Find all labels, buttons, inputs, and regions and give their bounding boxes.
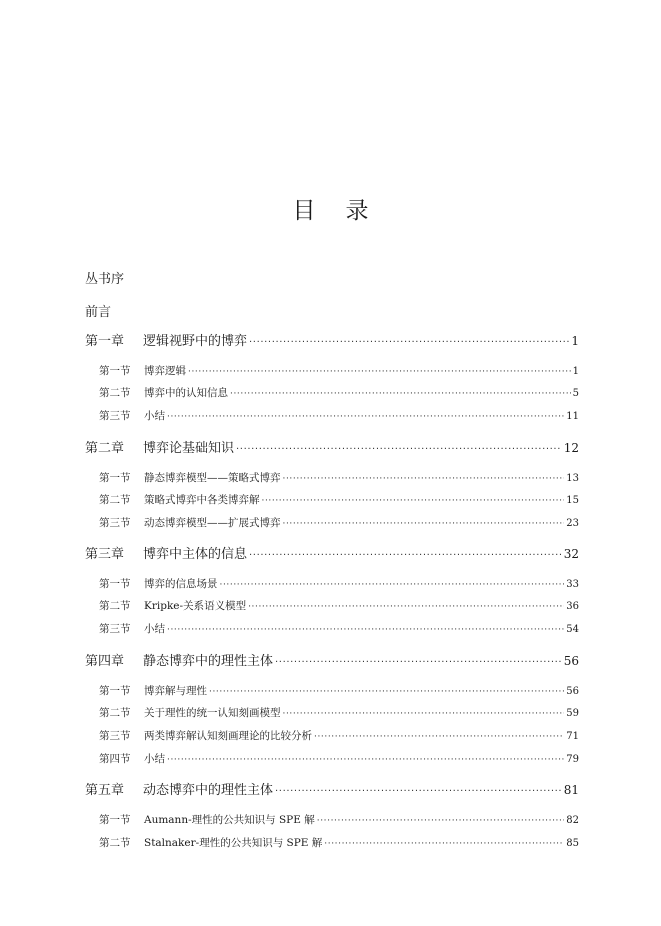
chapter-title: 博弈中主体的信息 [143, 547, 248, 562]
toc-section[interactable] [99, 835, 579, 850]
section-page: 79 [566, 754, 579, 765]
section-title: 小结 [144, 753, 165, 765]
chapter-label: 第五章 [85, 783, 125, 798]
toc-chapter-4[interactable] [85, 650, 579, 669]
section-page: 15 [566, 495, 579, 506]
section-label: 第二节 [99, 600, 131, 612]
title-char-1: 目 [292, 198, 316, 224]
section-title: 博弈中的认知信息 [144, 387, 228, 399]
leader-dots [209, 685, 564, 697]
leader-dots [167, 410, 564, 422]
leader-dots [248, 600, 564, 612]
leader-dots [314, 730, 564, 742]
section-label: 第二节 [99, 837, 131, 849]
section-label: 第一节 [99, 685, 131, 697]
toc-section[interactable] [99, 515, 579, 530]
leader-dots [324, 837, 564, 849]
section-title: 静态博弈模型——策略式博弈 [144, 472, 281, 484]
toc-section[interactable] [99, 598, 579, 613]
section-title: 策略式博弈中各类博弈解 [144, 494, 260, 506]
chapter-title: 博弈论基础知识 [143, 441, 235, 456]
section-title: Stalnaker-理性的公共知识与 SPE 解 [144, 837, 323, 849]
section-label: 第三节 [99, 517, 131, 529]
chapter-page: 81 [563, 783, 579, 797]
toc-chapter-3[interactable] [85, 543, 579, 562]
section-title: 关于理性的统一认知刻画模型 [144, 707, 281, 719]
section-page: 23 [566, 518, 579, 529]
toc-section[interactable] [99, 408, 579, 423]
leader-dots [283, 517, 565, 529]
toc-chapter-5[interactable] [85, 779, 579, 798]
section-label: 第一节 [99, 365, 131, 377]
section-label: 第一节 [99, 578, 131, 590]
leader-dots [230, 387, 571, 399]
section-page: 36 [566, 601, 579, 612]
toc-section[interactable] [99, 683, 579, 698]
section-title: 博弈逻辑 [144, 365, 186, 377]
leader-dots [236, 441, 562, 456]
toc-section[interactable] [99, 621, 579, 636]
section-label: 第三节 [99, 623, 131, 635]
section-page: 33 [566, 579, 579, 590]
section-title: 博弈解与理性 [144, 685, 207, 697]
chapter-page: 56 [563, 654, 579, 668]
section-label: 第二节 [99, 707, 131, 719]
toc-section[interactable] [99, 576, 579, 591]
leader-dots [220, 578, 565, 590]
leader-dots [249, 334, 569, 349]
toc-chapter-2[interactable] [85, 437, 579, 456]
chapter-title: 静态博弈中的理性主体 [143, 654, 274, 669]
section-label: 第一节 [99, 472, 131, 484]
chapter-label: 第四章 [85, 654, 125, 669]
section-page: 56 [566, 686, 579, 697]
section-title: 小结 [144, 623, 165, 635]
section-page: 85 [566, 838, 579, 849]
section-title: 博弈的信息场景 [144, 578, 218, 590]
chapter-title: 逻辑视野中的博弈 [143, 334, 248, 349]
section-page: 13 [566, 473, 579, 484]
chapter-page: 1 [571, 334, 579, 348]
toc-chapter-1[interactable] [85, 330, 579, 349]
chapter-page: 12 [563, 441, 579, 455]
leader-dots [275, 783, 562, 798]
section-page: 5 [572, 388, 579, 399]
section-page: 54 [566, 624, 579, 635]
front-matter-preface[interactable]: 前言 [85, 305, 112, 320]
page-title [0, 192, 661, 225]
leader-dots [283, 707, 565, 719]
section-title: 小结 [144, 410, 165, 422]
section-label: 第二节 [99, 494, 131, 506]
section-page: 71 [566, 731, 579, 742]
toc-section[interactable] [99, 728, 579, 743]
leader-dots [283, 472, 565, 484]
toc-section[interactable] [99, 492, 579, 507]
section-label: 第二节 [99, 387, 131, 399]
leader-dots [249, 547, 562, 562]
chapter-label: 第三章 [85, 547, 125, 562]
section-title: 动态博弈模型——扩展式博弈 [144, 517, 281, 529]
title-char-2: 录 [345, 198, 369, 224]
leader-dots [262, 494, 565, 506]
section-label: 第三节 [99, 410, 131, 422]
section-page: 1 [572, 366, 579, 377]
leader-dots [317, 814, 565, 826]
section-title: Kripke-关系语义模型 [144, 600, 247, 612]
leader-dots [275, 654, 562, 669]
section-label: 第四节 [99, 753, 131, 765]
section-page: 82 [566, 815, 579, 826]
leader-dots [167, 753, 564, 765]
chapter-label: 第一章 [85, 334, 125, 349]
toc-section[interactable] [99, 470, 579, 485]
leader-dots [188, 365, 571, 377]
chapter-page: 32 [563, 547, 579, 561]
section-page: 11 [566, 411, 579, 422]
chapter-title: 动态博弈中的理性主体 [143, 783, 274, 798]
section-title: 两类博弈解认知刻画理论的比较分析 [144, 730, 312, 742]
section-title: Aumann-理性的公共知识与 SPE 解 [144, 814, 315, 826]
toc-section[interactable] [99, 385, 579, 400]
toc-section[interactable] [99, 363, 579, 378]
toc-section[interactable] [99, 751, 579, 766]
front-matter-series-preface[interactable]: 丛书序 [85, 272, 125, 287]
section-label: 第一节 [99, 814, 131, 826]
chapter-label: 第二章 [85, 441, 125, 456]
toc-section[interactable] [99, 705, 579, 720]
leader-dots [167, 623, 564, 635]
toc-section[interactable] [99, 812, 579, 827]
section-page: 59 [566, 708, 579, 719]
section-label: 第三节 [99, 730, 131, 742]
